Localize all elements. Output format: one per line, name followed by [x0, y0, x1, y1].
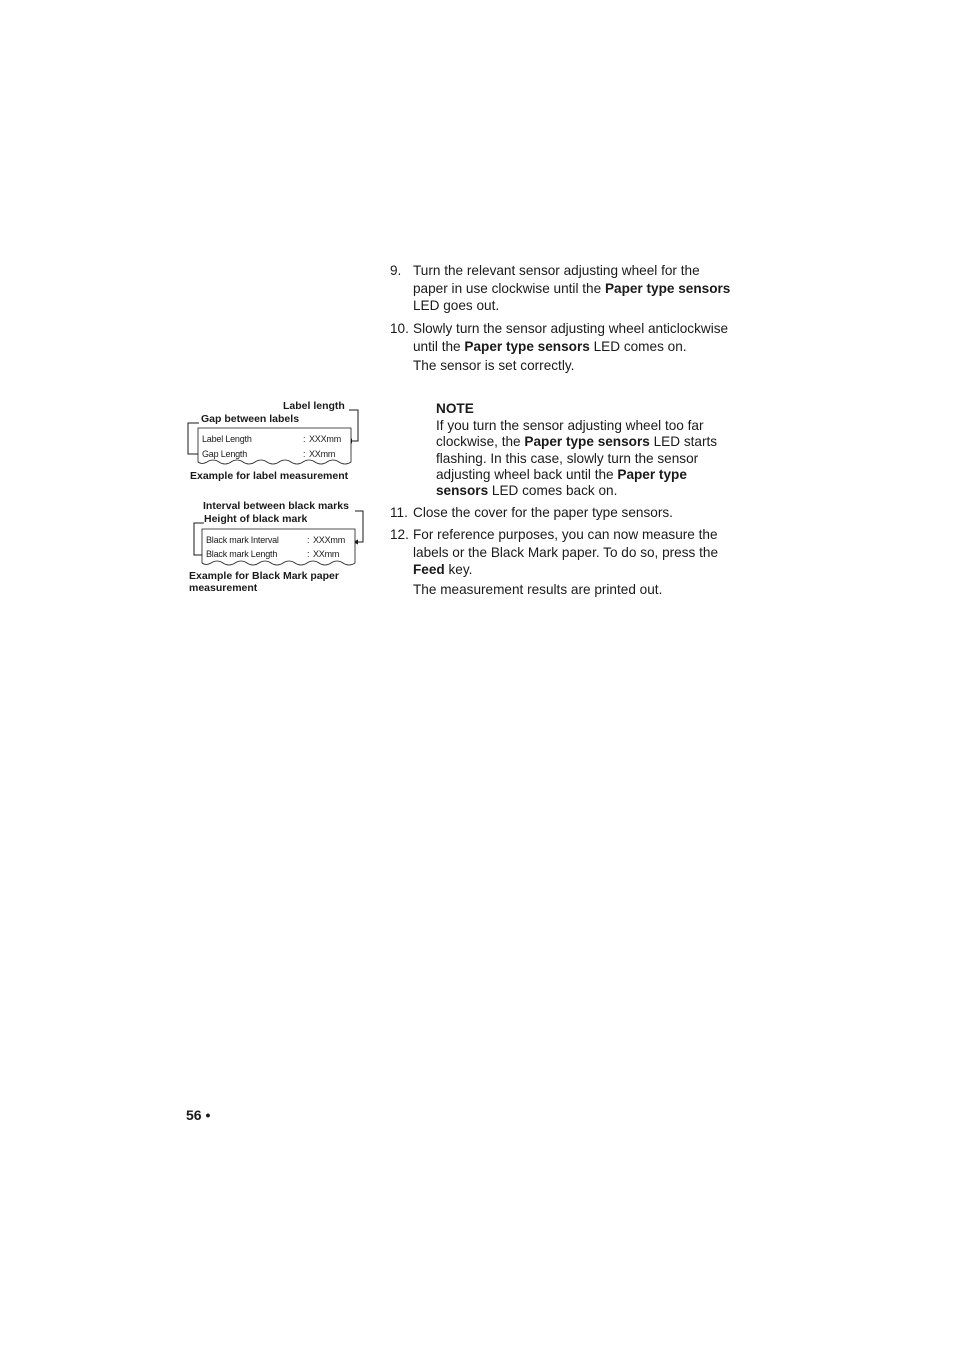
step-10: [390, 320, 735, 375]
label-measurement-caption: Example for label measurement: [190, 470, 349, 482]
step-9: [390, 262, 735, 315]
row-label-length-name: Label Length: [202, 434, 252, 444]
row-gap-length-name: Gap Length: [202, 449, 248, 459]
row-colon: :: [303, 434, 306, 444]
label-length-callout: Label length: [283, 400, 345, 412]
interval-bracket: [355, 511, 363, 542]
row-black-mark-interval-value: XXXmm: [313, 535, 346, 545]
step-number: 9.: [390, 263, 402, 278]
gap-between-labels-callout: Gap between labels: [201, 413, 300, 425]
row-black-mark-length-name: Black mark Length: [206, 549, 278, 559]
note-text: If you turn the sensor adjusting wheel too far clockwise, the Paper type sensors LED starts flashing. In this case, slowly turn the sensor adjusting wheel back until the Paper type sensors LED comes back on.: [436, 418, 718, 499]
row-colon: :: [307, 535, 310, 545]
row-black-mark-length-value: XXmm: [313, 549, 340, 559]
step-text: Close the cover for the paper type sensors.: [413, 505, 673, 520]
row-colon: :: [307, 549, 310, 559]
step-12: [390, 526, 735, 598]
step-result: The sensor is set correctly.: [413, 358, 575, 373]
row-colon: :: [303, 449, 306, 459]
step-number: 11.: [390, 505, 408, 520]
note-box: [436, 401, 736, 499]
step-number: 10.: [390, 321, 409, 336]
page-number: 56 •: [186, 1107, 211, 1123]
row-gap-length-value: XXmm: [309, 449, 336, 459]
step-11: [390, 504, 735, 522]
step-result: The measurement results are printed out.: [413, 581, 663, 597]
step-text: Slowly turn the sensor adjusting wheel anticlockwise until the Paper type sensors LED comes on.: [413, 321, 729, 354]
gap-length-bracket: [188, 423, 199, 454]
step-text: Turn the relevant sensor adjusting wheel for the paper in use clockwise until the Paper type sensors LED goes out.: [413, 263, 731, 313]
black-mark-measurement-caption: Example for Black Mark paper measurement: [189, 570, 339, 594]
step-number: 12.: [390, 527, 409, 542]
step-text: For reference purposes, you can now measure the labels or the Black Mark paper. To do so, press the Feed key.: [413, 527, 719, 577]
interval-between-black-marks-callout: Interval between black marks: [203, 500, 349, 512]
note-heading: NOTE: [436, 401, 474, 416]
height-of-black-mark-callout: Height of black mark: [204, 513, 308, 525]
row-label-length-value: XXXmm: [309, 434, 342, 444]
row-black-mark-interval-name: Black mark Interval: [206, 535, 279, 545]
